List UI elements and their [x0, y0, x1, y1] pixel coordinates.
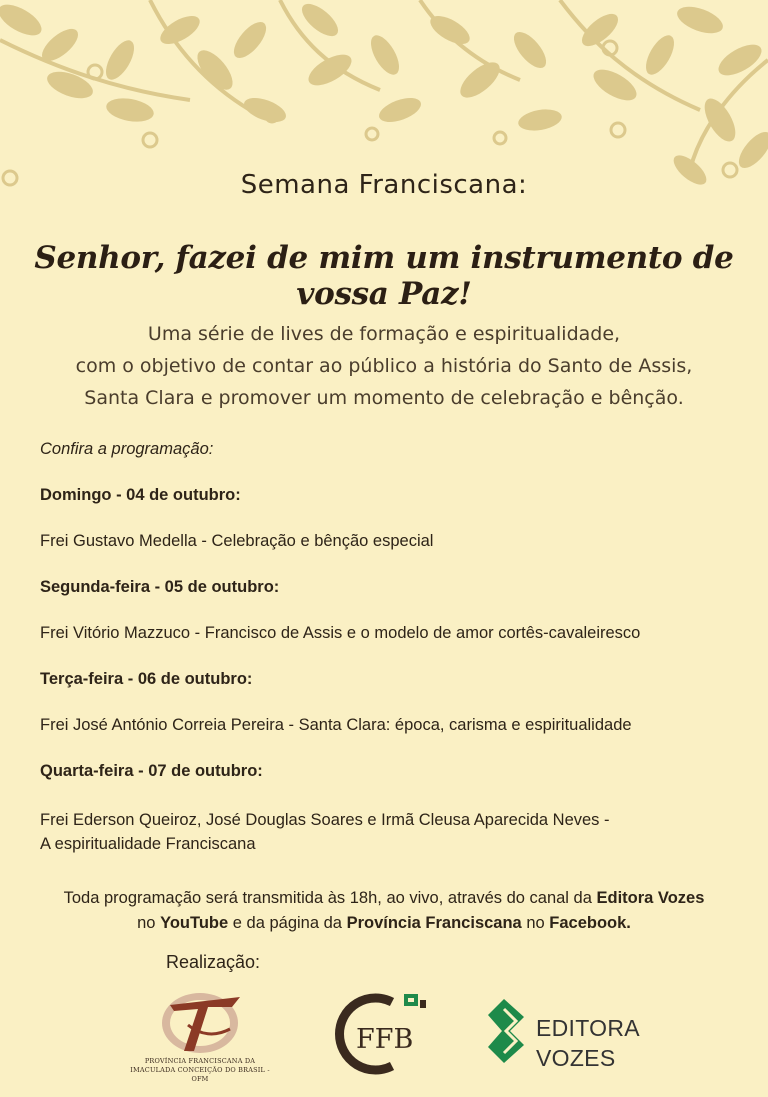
- vozes-line-1: EDITORA: [536, 1015, 640, 1041]
- event-headline: Senhor, fazei de mim um instrumento de vossa Paz!: [34, 240, 734, 312]
- broadcast-youtube: YouTube: [160, 914, 229, 932]
- cffb-text: FFB: [356, 1024, 414, 1055]
- day-title-segunda: Segunda-feira - 05 de outubro:: [40, 578, 280, 596]
- broadcast-info: [0, 886, 768, 936]
- broadcast-provincia: Província Franciscana: [346, 914, 522, 932]
- day-title-domingo: Domingo - 04 de outubro:: [40, 486, 241, 504]
- provincia-line-2: IMACULADA CONCEIÇÃO DO BRASIL - OFM: [130, 1066, 270, 1083]
- cffb-emblem-icon: [334, 990, 434, 1076]
- provincia-emblem-icon: [130, 985, 270, 1057]
- intro-line-2: com o objetivo de contar ao público a história do Santo de Assis,: [75, 355, 693, 377]
- editora-vozes-logo: [484, 995, 654, 1075]
- vozes-text: [536, 1013, 640, 1073]
- day-text-quarta-line-2: A espiritualidade Franciscana: [40, 835, 256, 853]
- day-text-terca: Frei José António Correia Pereira - Santa Clara: época, carisma e espiritualidade: [40, 716, 632, 734]
- broadcast-text-2: no: [137, 914, 161, 932]
- realizacao-label: Realização:: [166, 952, 261, 972]
- vozes-line-2: VOZES: [536, 1045, 616, 1071]
- day-text-segunda: Frei Vitório Mazzuco - Francisco de Assis e o modelo de amor cortês-cavaleiresco: [40, 624, 641, 642]
- day-text-quarta: [40, 808, 740, 856]
- provincia-logo: [130, 985, 270, 1085]
- event-title: Semana Franciscana:: [240, 170, 528, 200]
- provincia-line-1: PROVÍNCIA FRANCISCANA DA: [144, 1057, 256, 1065]
- broadcast-facebook: Facebook.: [549, 914, 631, 932]
- intro-text: [0, 318, 768, 414]
- program-heading: Confira a programação:: [40, 440, 214, 458]
- day-title-quarta: Quarta-feira - 07 de outubro:: [40, 762, 263, 780]
- program-list: [40, 440, 740, 883]
- cffb-logo: [334, 990, 434, 1076]
- broadcast-text-3: e da página da: [228, 914, 347, 932]
- provincia-name: [130, 1057, 270, 1084]
- broadcast-editora: Editora Vozes: [596, 889, 705, 907]
- vozes-emblem-icon: [484, 995, 534, 1065]
- broadcast-text-4: no: [521, 914, 550, 932]
- day-title-terca: Terça-feira - 06 de outubro:: [40, 670, 253, 688]
- day-text-domingo: Frei Gustavo Medella - Celebração e bênção especial: [40, 532, 434, 550]
- broadcast-line-2: [0, 911, 768, 936]
- broadcast-text-1: Toda programação será transmitida às 18h, ao vivo, através do canal da: [63, 889, 597, 907]
- broadcast-line-1: [0, 886, 768, 911]
- intro-line-1: Uma série de lives de formação e espiritualidade,: [147, 323, 621, 345]
- intro-line-3: Santa Clara e promover um momento de celebração e bênção.: [84, 387, 684, 409]
- day-text-quarta-line-1: Frei Ederson Queiroz, José Douglas Soares e Irmã Cleusa Aparecida Neves -: [40, 811, 610, 829]
